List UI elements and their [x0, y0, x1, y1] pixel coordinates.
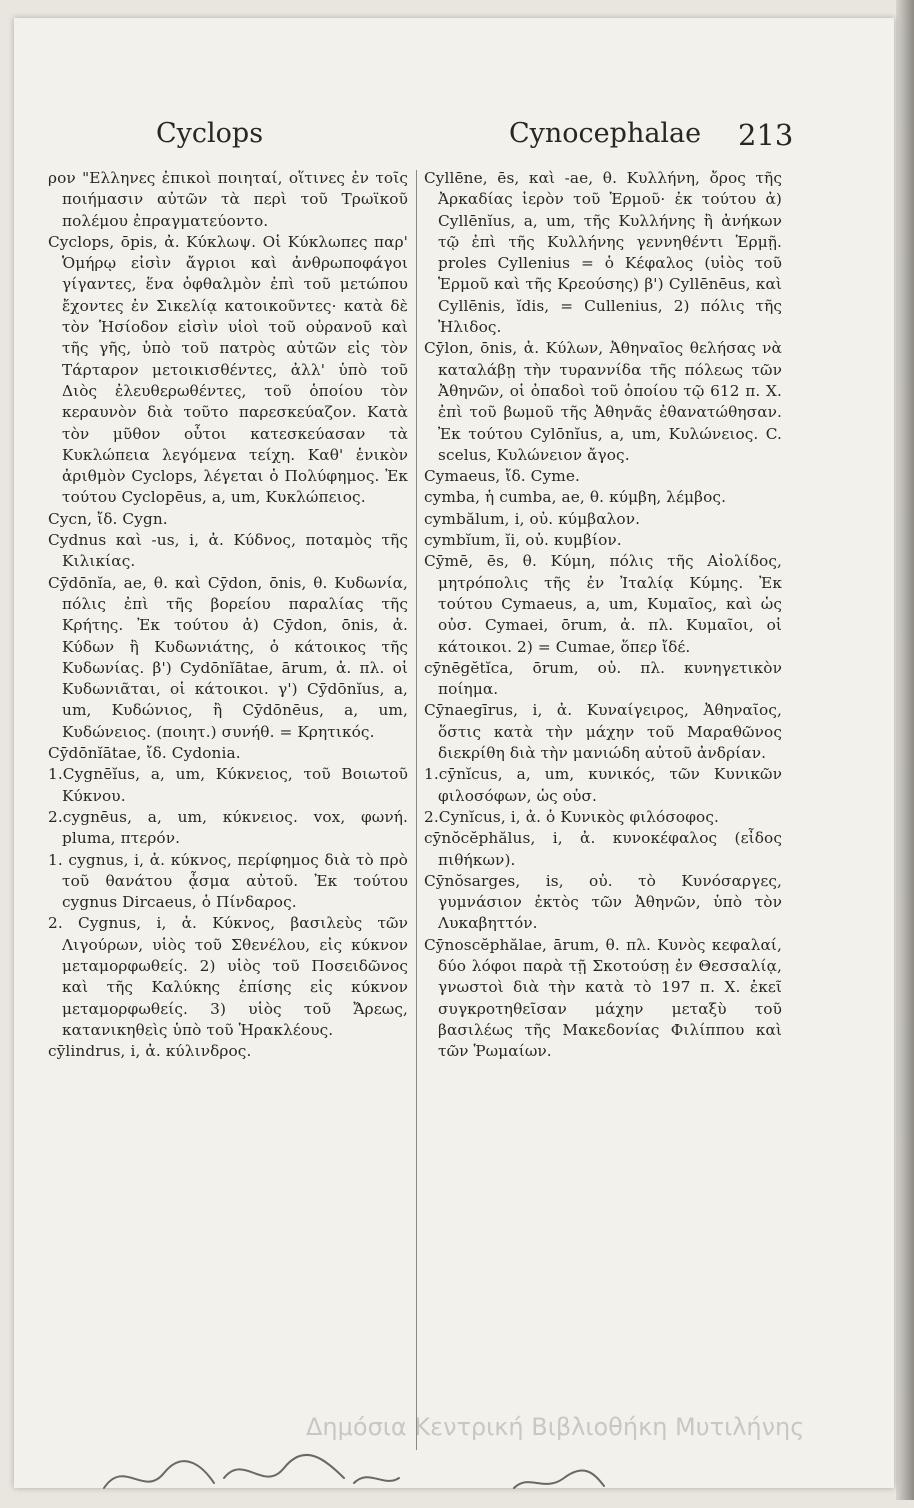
header-right-guide-word: Cynocephalae — [509, 118, 702, 149]
dictionary-entry: Cȳlon, ōnis, ἀ. Κύλων, Ἀθηναῖος θελήσας νὰ καταλάβῃ τὴν τυραννίδα τῆς πόλεως τῶν Ἀθηνῶν, οἱ ὀπαδοὶ τοῦ ὁποίου τῷ 612 π. X. ἐπὶ τοῦ βωμοῦ τῆς Ἀθηνᾶς ἐθανατώθησαν. Ἐκ τούτου Cylōnĭus, a, um, Κυλώνειος. C. scelus, Κυλώνειον ἄγος. — [424, 339, 782, 464]
handwritten-scribble — [94, 1438, 614, 1508]
dictionary-entry: 2.Cynĭcus, i, ἀ. ὁ Κυνικὸς φιλόσοφος. — [424, 807, 719, 826]
left-column — [48, 168, 408, 1062]
dictionary-entry: cȳlindrus, i, ἀ. κύλινδρος. — [48, 1042, 252, 1061]
dictionary-entry: Cymaeus, ἴδ. Cyme. — [424, 467, 580, 486]
dictionary-entry: Cȳnŏsarges, is, οὐ. τὸ Κυνόσαργες, γυμνάσιον ἐκτὸς τῶν Ἀθηνῶν, ὑπὸ τὸν Λυκαβηττόν. — [424, 871, 782, 933]
dictionary-entry: 1.cȳnĭcus, a, um, κυνικός, τῶν Κυνικῶν φιλοσόφων, ὡς οὐσ. — [424, 765, 782, 805]
dictionary-entry: cȳnŏcĕphălus, i, ἀ. κυνοκέφαλος (εἶδος πιθήκων). — [424, 829, 782, 869]
dictionary-entry: 2.cygnēus, a, um, κύκνειος. vox, φωνή. pluma, πτερόν. — [48, 807, 408, 848]
dictionary-entry: ρον "Ελληνες ἐπικοὶ ποιηταί, οἵτινες ἐν τοῖς ποιήμασιν αὐτῶν τὰ περὶ τοῦ Τρωϊκοῦ πολέμου ἐπραγματεύοντο. — [48, 169, 408, 230]
dictionary-entry: Cyllēne, ēs, καὶ -ae, θ. Κυλλήνη, ὄρος τῆς Ἀρκαδίας ἱερὸν τοῦ Ἑρμοῦ· ἐκ τούτου ἀ) Cyllēnĭus, a, um, τῆς Κυλλήνης ἢ ἀνήκων τῷ ἐπὶ τῆς Κυλλήνης γεννηθέντι Ἑρμῇ. proles Cyllenius = ὁ Κέφαλος (υἱὸς τοῦ Ἑρμοῦ καὶ τῆς Κρεούσης) β') Cyllēnēus, καὶ Cyllēnis, ĭdis, = Cullenius, 2) πόλις τῆς Ἠλιδος. — [424, 169, 782, 337]
dictionary-entry: Cyclops, ōpis, ἀ. Κύκλωψ. Οἱ Κύκλωπες παρ' Ὁμήρῳ εἰσὶν ἄγριοι καὶ ἀνθρωποφάγοι γίγαντες, ἕνα ὀφθαλμὸν ἐπὶ τοῦ μετώπου ἔχοντες ἐν Σικελίᾳ κατοικοῦντες· κατὰ δὲ τὸν Ἡσίοδον εἰσὶν υἱοὶ τοῦ οὐρανοῦ καὶ τῆς γῆς, ὑπὸ τοῦ πατρὸς αὐτῶν εἰς τὸν Τάρταρον μετοικισθέντες, ἀλλ' ὑπὸ τοῦ Διὸς ἐλευθερωθέντες, τοῦ ὁποίου τὸν κεραυνὸν διὰ τοῦτο παρεσκεύαζον. Κατὰ τὸν μῦθον οὗτοι κατεσκεύασαν τὰ Κυκλώπεια λεγόμενα τείχη. Καθ' ἑνικὸν ἀριθμὸν Cyclops, λέγεται ὁ Πολύφημος. Ἐκ τούτου Cyclopēus, a, um, Κυκλώπειος. — [48, 232, 408, 507]
header-left-guide-word: Cyclops — [156, 118, 264, 149]
running-header — [14, 118, 894, 158]
right-column — [424, 168, 782, 1062]
dictionary-entry: cȳnēgĕtĭca, ōrum, οὐ. πλ. κυνηγετικὸν ποίημα. — [424, 658, 782, 699]
dictionary-entry: Cydnus καὶ -us, i, ἀ. Κύδνος, ποταμὸς τῆς Κιλικίας. — [48, 531, 408, 571]
dictionary-page — [14, 18, 894, 1488]
page-edge-shadow — [896, 0, 914, 1500]
dictionary-entry: Cȳdōnĭa, ae, θ. καὶ Cȳdon, ōnis, θ. Κυδωνία, πόλις ἐπὶ τῆς βορείου παραλίας τῆς Κρήτης. Ἐκ τούτου ἀ) Cȳdon, ōnis, ἀ. Κύδων ἢ Κυδωνιάτης, ὁ κάτοικος τῆς Κυδωνίας. β') Cydōnĭātae, ārum, ἀ. πλ. οἱ Κυδωνιᾶται, οἱ κάτοικοι. γ') Cȳdōnĭus, a, um, Κυδώνιος, ἢ Cȳdōnēus, a, um, Κυδώνειος. (ποιητ.) συνήθ. = Κρητικός. — [48, 573, 408, 741]
dictionary-entry: cymbălum, i, οὐ. κύμβαλον. — [424, 509, 641, 528]
dictionary-entry: cymba, ἡ cumba, ae, θ. κύμβη, λέμβος. — [424, 488, 727, 507]
dictionary-entry: 1.Cygnēĭus, a, um, Κύκνειος, τοῦ Βοιωτοῦ Κύκνου. — [48, 765, 408, 805]
column-divider — [416, 170, 417, 1450]
dictionary-entry: Cȳdōnĭātae, ἴδ. Cydonia. — [48, 744, 241, 763]
dictionary-entry: Cȳnaegīrus, i, ἀ. Κυναίγειρος, Ἀθηναῖος, ὅστις κατὰ τὴν μάχην τοῦ Μαραθῶνος διεκρίθη διὰ τὴν μανιώδη αὐτοῦ ἀνδρίαν. — [424, 701, 782, 763]
dictionary-entry: 2. Cygnus, i, ἀ. Κύκνος, βασιλεὺς τῶν Λιγούρων, υἱὸς τοῦ Σθενέλου, εἰς κύκνον μεταμορφωθείς. 2) υἱὸς τοῦ Ποσειδῶνος καὶ τῆς Καλύκης ἐπίσης εἰς κύκνον μεταμορφωθείς. 3) υἱὸς τοῦ Ἄρεως, κατανικηθεὶς ὑπὸ τοῦ Ἡρακλέους. — [48, 914, 408, 1039]
dictionary-entry: Cycn, ἴδ. Cygn. — [48, 509, 168, 528]
dictionary-entry: 1. cygnus, i, ἀ. κύκνος, περίφημος διὰ τὸ πρὸ τοῦ θανάτου ᾆσμα αὐτοῦ. Ἐκ τούτου cygnus Dircaeus, ὁ Πίνδαρος. — [48, 850, 408, 912]
library-watermark: Δημόσια Κεντρική Βιβλιοθήκη Μυτιλήνης — [306, 1413, 805, 1441]
dictionary-entry: Cȳnoscĕphălae, ārum, θ. πλ. Κυνὸς κεφαλαί, δύο λόφοι παρὰ τῇ Σκοτούσῃ ἐν Θεσσαλίᾳ, γνωστοὶ διὰ τὴν κατὰ τὸ 197 π. X. ἐκεῖ συγκροτηθεῖσαν μάχην μεταξὺ τοῦ βασιλέως τῆς Μακεδονίας Φιλίππου καὶ τῶν Ῥωμαίων. — [424, 935, 782, 1061]
page-number: 213 — [738, 118, 794, 152]
dictionary-entry: cymbĭum, ĭi, οὐ. κυμβίον. — [424, 531, 622, 550]
dictionary-entry: Cȳmē, ēs, θ. Κύμη, πόλις τῆς Αἰολίδος, μητρόπολις τῆς ἐν Ἰταλίᾳ Κύμης. Ἐκ τούτου Cymaeus, a, um, Κυμαῖος, καὶ ὡς οὐσ. Cymaei, ōrum, ἀ. πλ. Κυμαῖοι, οἱ κάτοικοι. 2) = Cumae, ὅπερ ἴδέ. — [424, 552, 782, 656]
